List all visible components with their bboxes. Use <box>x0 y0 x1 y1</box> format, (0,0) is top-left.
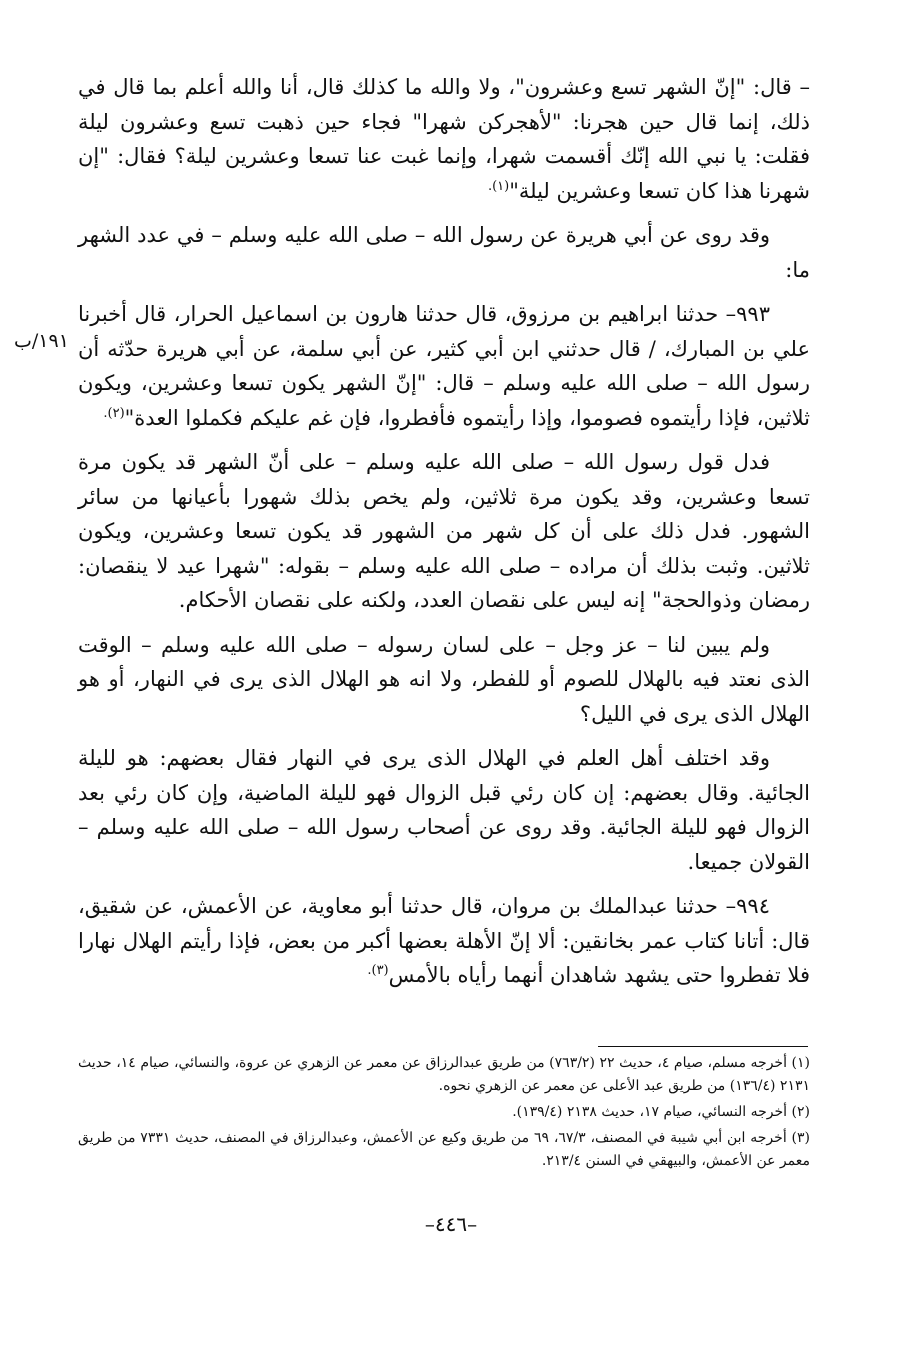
paragraph-4: فدل قول رسول الله – صلى الله عليه وسلم – على أنّ الشهر قد يكون مرة تسعا وعشرين، وقد يكون مرة ثلاثين، ولم يخص بذلك شهورا بأعيانها من سائر الشهور. فدل ذلك على أن كل شهر من الشهور قد يكون تسعا وعشرين، ويكون ثلاثين. وثبت بذلك أن مراده – صلى الله عليه وسلم – بقوله: "شهرا عيد لا ينقصان: رمضان وذوالحجة" إنه ليس على نقصان العدد، ولكنه على نقصان الأحكام. <box>78 450 810 612</box>
paragraph-5: ولم يبين لنا – عز وجل – على لسان رسوله – صلى الله عليه وسلم – الوقت الذى نعتد فيه بالهلال للصوم أو للفطر، ولا انه هو الهلال الذى يرى في النهار، أو هو الهلال الذى يرى في الليل؟ <box>78 632 810 726</box>
footnotes <box>78 1052 810 1176</box>
footnote-ref-1: (١). <box>487 178 510 194</box>
footnote-1: (١) أخرجه مسلم، صيام ٤، حديث ٢٢ (٧٦٣/٢) من طريق عبدالرزاق عن معمر عن الزهري عن عروة، والنسائي، صيام ١٤، حديث ٢١٣١ (١٣٦/٤) من طريق عبد الأعلى عن معمر عن الزهري نحوه. <box>78 1055 810 1094</box>
paragraph-2: وقد روى عن أبي هريرة عن رسول الله – صلى الله عليه وسلم – في عدد الشهر ما: <box>78 223 810 282</box>
footnote-ref-3: (٣). <box>367 963 389 978</box>
paragraph-6: وقد اختلف أهل العلم في الهلال الذى يرى في النهار فقال بعضهم: هو لليلة الجائية. وقال بعضهم: إن كان رئي قبل الزوال فهو لليلة الماضية، وإن كان رئي بعد الزوال فهو لليلة الجائية. وقد روى عن أصحاب رسول الله – صلى الله عليه وسلم – القولان جميعا. <box>78 746 810 874</box>
footnote-divider <box>598 1046 808 1047</box>
footnote-3: (٣) أخرجه ابن أبي شيبة في المصنف، ٦٧/٣، ٦٩ من طريق وكيع عن الأعمش، وعبدالرزاق في المصنف، حديث ٧٣٣١ من طريق معمر عن الأعمش، والبيهقي في السنن ٢١٣/٤. <box>78 1130 811 1169</box>
page-number: –٤٤٦– <box>424 1212 478 1236</box>
hadith-993: ٩٩٣– حدثنا ابراهيم بن مرزوق، قال حدثنا هارون بن اسماعيل الحرار، قال أخبرنا علي بن المبارك، / قال حدثني ابن أبي كثير، عن أبي سلمة، عن أبي هريرة حدّثه أن رسول الله – صلى الله عليه وسلم – قال: "إنّ الشهر يكون تسعا وعشرين، ويكون ثلاثين، فإذا رأيتموه فصوموا، وإذا رأيتموه فأفطروا، فإن غم عليكم فكملوا العدة"$^{(٢).}$ <box>78 302 810 430</box>
manuscript-folio-note: ١٩١/ب <box>14 330 69 352</box>
footnote-ref-2: (٢). <box>103 405 125 421</box>
footnote-2: (٢) أخرجه النسائي، صيام ١٧، حديث ٢١٣٨ (١٣٩/٤). <box>512 1104 810 1120</box>
main-text <box>78 70 810 993</box>
paragraph-1: – قال: "إنّ الشهر تسع وعشرون"، ولا والله ما كذلك قال، أنا والله أعلم بما قال في ذلك، إنما قال حين هجرنا: "لأهجركن شهرا" فجاء حين ذهبت تسع وعشرون ليلة فقلت: يا نبي الله إنّك أقسمت شهرا، وإنما غبت عنا تسعا وعشرين ليلة؟ فقال: "إن شهرنا هذا كان تسعا وعشرين ليلة"$^{(١).}$ <box>78 75 810 203</box>
hadith-994: ٩٩٤– حدثنا عبدالملك بن مروان، قال حدثنا أبو معاوية، عن الأعمش، عن شقيق، قال: أتانا كتاب عمر بخانقين: ألا إنّ الأهلة بعضها أكبر من بعض، فإذا رأيتم الهلال نهارا فلا تفطروا حتى يشهد شاهدان أنهما رأياه بالأمس$^{(٣).}$ <box>78 894 810 987</box>
